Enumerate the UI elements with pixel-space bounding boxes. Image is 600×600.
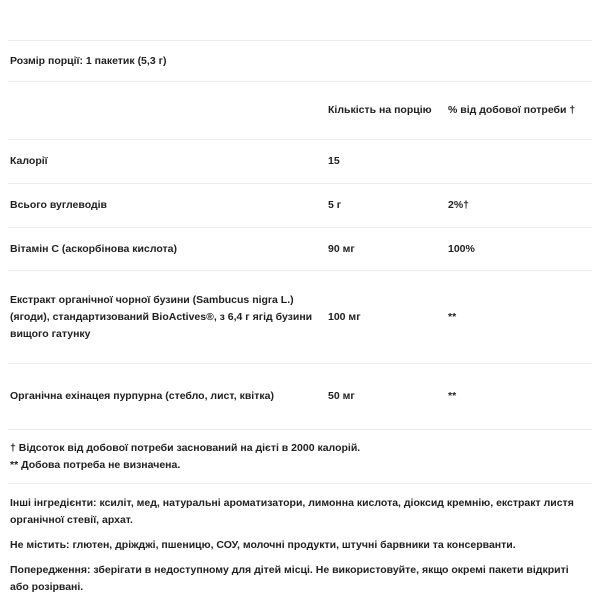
table-row bbox=[0, 184, 600, 227]
footnote-daily-value: † Відсоток від добової потреби заснований на дієті в 2000 калорій. bbox=[10, 442, 361, 454]
nutrient-dv: 100% bbox=[448, 242, 475, 255]
column-header-amount: Кількість на порцію bbox=[328, 104, 432, 116]
nutrient-amount: 5 г bbox=[328, 199, 342, 211]
serving-size-row bbox=[0, 41, 600, 81]
table-header-row bbox=[0, 82, 600, 139]
bottom-sections bbox=[0, 484, 600, 596]
column-header-daily-value: % від добової потреби † bbox=[448, 104, 576, 116]
nutrient-dv: 2%† bbox=[448, 199, 470, 211]
nutrient-amount: 15 bbox=[328, 155, 340, 167]
table-row bbox=[0, 140, 600, 183]
top-spacer bbox=[0, 0, 600, 40]
nutrient-name: Органічна ехінацея пурпурна (стебло, лист, квітка) bbox=[10, 390, 274, 402]
nutrient-amount: 90 мг bbox=[328, 242, 355, 255]
footnotes bbox=[0, 430, 600, 483]
nutrient-dv: ** bbox=[448, 310, 457, 323]
footnote-not-established: ** Добова потреба не визначена. bbox=[10, 459, 181, 471]
contains-no-text: Не містить: глютен, дріжджі, пшеницю, СОУ, молочні продукти, штучні барвники та консерванти. bbox=[10, 539, 516, 551]
table-row bbox=[0, 364, 600, 429]
nutrient-dv: ** bbox=[448, 390, 457, 402]
table-row bbox=[0, 228, 600, 270]
other-ingredients-text: Інші інгредієнти: ксиліт, мед, натуральні ароматизатори, лимонна кислота, діоксид кремнію, екстракт листя органічної стевії, архат. bbox=[10, 497, 574, 526]
nutrient-amount: 100 мг bbox=[328, 310, 361, 323]
nutrient-name: Всього вуглеводів bbox=[10, 199, 108, 211]
warning-text: Попередження: зберігати в недоступному для дітей місці. Не використовуйте, якщо окремі пакети відкриті або розірвані. bbox=[10, 564, 569, 593]
nutrient-amount: 50 мг bbox=[328, 390, 355, 402]
table-row bbox=[0, 271, 600, 363]
nutrient-name: Калорії bbox=[10, 155, 48, 167]
nutrient-name: Вітамін C (аскорбінова кислота) bbox=[10, 242, 177, 255]
serving-size-text: Розмір порції: 1 пакетик (5,3 г) bbox=[10, 55, 167, 67]
nutrient-name: Екстракт органічної чорної бузини (Sambucus nigra L.) (ягоди), стандартизований BioActives®, з 6,4 г ягід бузини вищого гатунку bbox=[10, 293, 313, 340]
